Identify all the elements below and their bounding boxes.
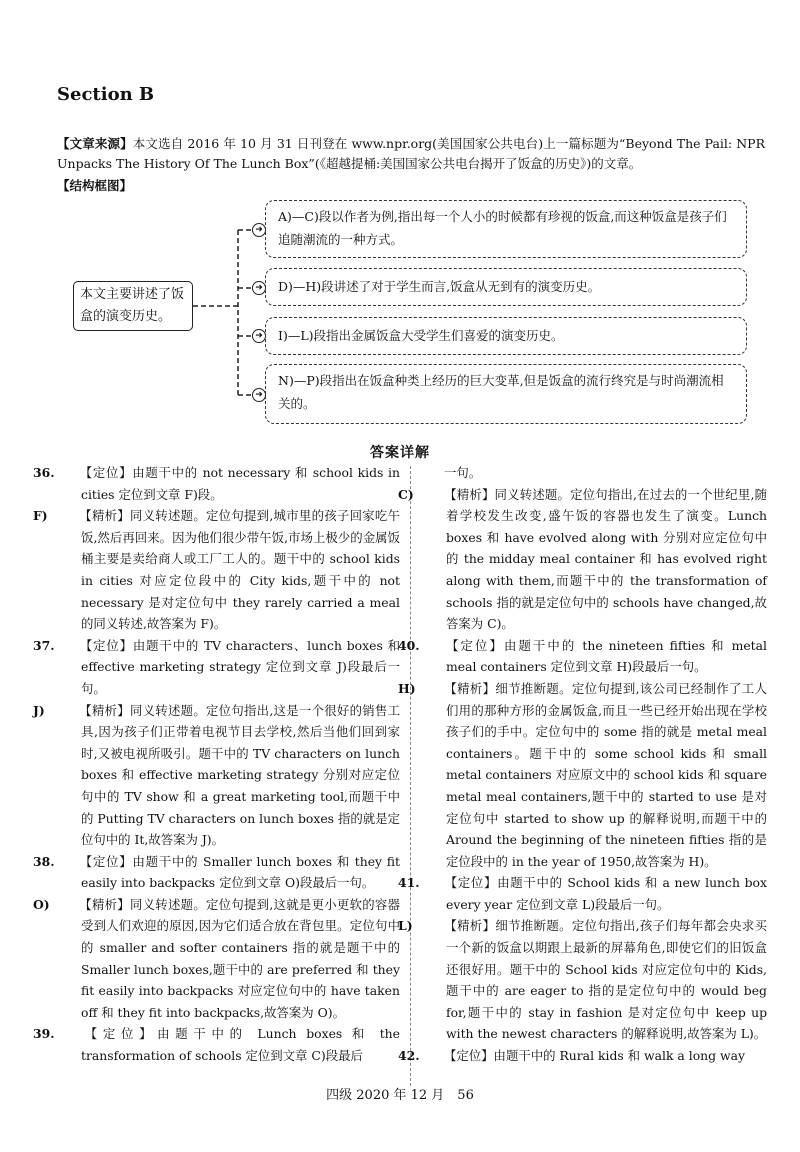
- answers-heading: 答案详解: [370, 445, 430, 461]
- answer-paragraph: H) 【精析】细节推断题。定位句提到,该公司已经制作了工人们用的那种方形的金属饭盒,而且一些已经开始出现在学校孩子们的手中。定位句中的 some 指的就是 metal meal containers。题干中的 some school kids 和 small metal containers 对应原文中的 school kids 和 square metal meal containers,题干中的 started to use 是对定位句中 started to show up 的解释说明,而题干中的 Around the beginning of the nineteen fifties 指的是定位段中的 in the year of 1950,故答案为 H)。: [398, 680, 767, 869]
- arrow-right-icon: ➜: [252, 329, 266, 343]
- arrow-right-icon: ➜: [252, 388, 266, 402]
- structure-box-i-l: I)—L)段指出金属饭盒大受学生们喜爱的演变历史。: [265, 317, 747, 355]
- answer-paragraph: F) 【精析】同义转述题。定位句提到,城市里的孩子回家吃午饭,然后再回来。因为他们很少带午饭,市场上极少的金属饭桶主要是卖给商人或工厂工人的。题干中的 school kids in cities 对应定位段中的 City kids,题干中的 not necessary 是对定位句中 they rarely carried a meal 的同义转述,故答案为 F)。: [33, 508, 400, 632]
- answer-paragraph: 37. 【定位】由题干中的 TV characters、lunch boxes 和 effective marketing strategy 定位到文章 J)段最后一句。: [33, 637, 400, 696]
- answer-paragraph: 40. 【定位】由题干中的 the nineteen fifties 和 metal meal containers 定位到文章 H)段最后一句。: [398, 637, 767, 675]
- arrow-right-icon: ➜: [252, 223, 266, 237]
- column-divider: [410, 466, 411, 1086]
- answer-paragraph: L) 【精析】细节推断题。定位句指出,孩子们每年都会央求买一个新的饭盒以期跟上最新的屏幕角色,即使它们的旧饭盒还很好用。题干中的 School kids 对应定位句中的 Kids,题干中的 are eager to 指的是定位句中的 would beg for,题干中的 stay in fashion 是对定位句中 keep up with the newest characters 的解释说明,故答案为 L)。: [398, 918, 767, 1042]
- answer-paragraph: 一句。: [444, 465, 482, 480]
- section-title: Section B: [57, 84, 155, 105]
- page-footer: 四级 2020 年 12 月 56: [326, 1088, 474, 1103]
- source-text: 本文选自 2016 年 10 月 31 日刊登在 www.npr.org(美国国家公共电台)上一篇标题为“Beyond The Pail: NPR Unpacks The History Of The Lunch Box”(《超越提桶:美国国家公共电台揭开了饭盒的历史》)的文章。: [57, 136, 765, 171]
- answer-paragraph: 38. 【定位】由题干中的 Smaller lunch boxes 和 they fit easily into backpacks 定位到文章 O)段最后一句。: [33, 853, 400, 891]
- answer-paragraph: C) 【精析】同义转述题。定位句指出,在过去的一个世纪里,随着学校发生改变,盛午饭的容器也发生了演变。Lunch boxes 和 have evolved along with 分别对应定位句中的 the midday meal container 和 has evolved right along with them,而题干中的 the transformation of schools 指的就是定位句中的 schools have changed,故答案为 C)。: [398, 486, 767, 632]
- structure-label: 【结构框图】: [57, 178, 133, 193]
- source-tag: 【文章来源】: [57, 136, 133, 151]
- structure-box-n-p: N)—P)段指出在饭盒种类上经历的巨大变革,但是饭盒的流行终究是与时尚潮流相关的。: [265, 364, 747, 424]
- structure-box-a-c: A)—C)段以作者为例,指出每一个人小的时候都有珍视的饭盒,而这种饭盒是孩子们追随潮流的一种方式。: [265, 200, 747, 258]
- structure-box-d-h: D)—H)段讲述了对于学生而言,饭盒从无到有的演变历史。: [265, 268, 747, 306]
- answer-paragraph: 41. 【定位】由题干中的 School kids 和 a new lunch box every year 定位到文章 L)段最后一句。: [398, 875, 767, 912]
- answer-paragraph: 36. 【定位】由题干中的 not necessary 和 school kids in cities 定位到文章 F)段。: [33, 465, 400, 502]
- answer-paragraph: O) 【精析】同义转述题。定位句提到,这就是更小更软的容器受到人们欢迎的原因,因为它们适合放在背包里。定位句中的 smaller and softer containers 指的就是题干中的 Smaller lunch boxes,题干中的 are preferred 和 they fit easily into backpacks 对应定位句中的 have taken off 和 they fit into backpacks,故答案为 O)。: [33, 896, 400, 1020]
- arrow-right-icon: ➜: [252, 281, 266, 295]
- right-column: [398, 462, 767, 1067]
- answer-paragraph: 42. 【定位】由题干中的 Rural kids 和 walk a long way: [398, 1048, 745, 1064]
- left-column: [33, 462, 400, 1067]
- summary-box: 本文主要讲述了饭盒的演变历史。: [73, 281, 193, 331]
- answer-paragraph: 39. 【定位】由题干中的 Lunch boxes 和 the transformation of schools 定位到文章 C)段最后: [33, 1026, 400, 1064]
- answer-paragraph: J) 【精析】同义转述题。定位句指出,这是一个很好的销售工具,因为孩子们正带着电视节目去学校,然后当他们回到家时,又被电视所吸引。题干中的 TV characters on lunch boxes 和 effective marketing strategy 分别对应定位句中的 TV show 和 a great marketing tool,而题干中的 Putting TV characters on lunch boxes 指的就是定位句中的 It,故答案为 J)。: [33, 702, 400, 848]
